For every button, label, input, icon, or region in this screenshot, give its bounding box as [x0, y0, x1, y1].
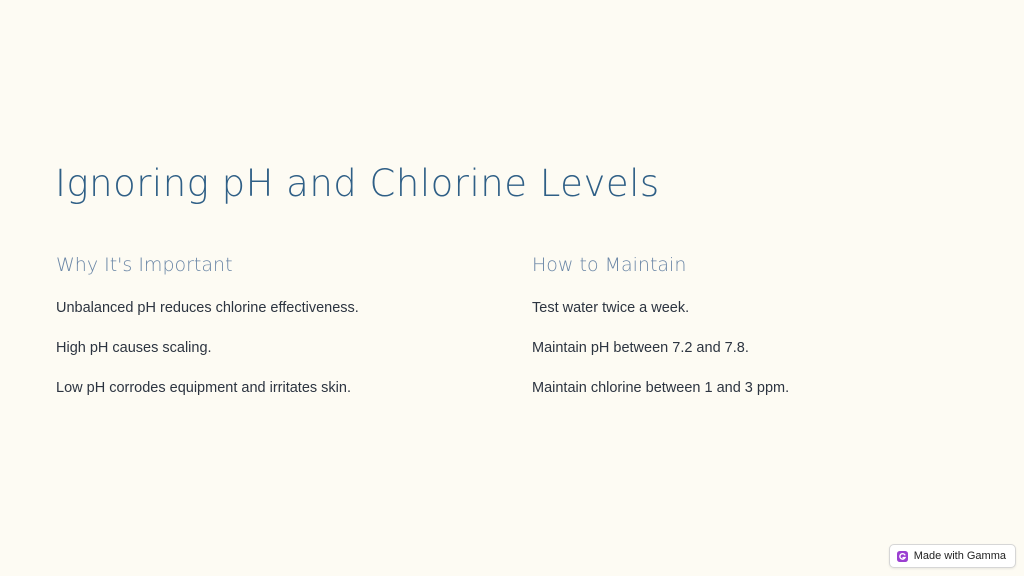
left-column-list — [56, 297, 496, 417]
list-item: Unbalanced pH reduces chlorine effectiveness. — [56, 300, 359, 316]
right-column-heading: How to Maintain — [532, 254, 687, 276]
list-item: Test water twice a week. — [532, 300, 690, 316]
list-item: Low pH corrodes equipment and irritates skin. — [56, 380, 351, 396]
gamma-logo-icon — [897, 551, 908, 562]
made-with-gamma-badge[interactable] — [889, 544, 1016, 568]
list-item: Maintain pH between 7.2 and 7.8. — [532, 340, 749, 356]
list-item: Maintain chlorine between 1 and 3 ppm. — [532, 380, 790, 396]
right-column-list — [532, 297, 972, 417]
slide-title: Ignoring pH and Chlorine Levels — [55, 162, 660, 205]
badge-label: Made with Gamma — [913, 550, 1006, 562]
list-item: High pH causes scaling. — [56, 340, 212, 356]
left-column — [56, 252, 496, 417]
left-column-heading: Why It's Important — [56, 254, 233, 276]
right-column — [532, 252, 972, 417]
